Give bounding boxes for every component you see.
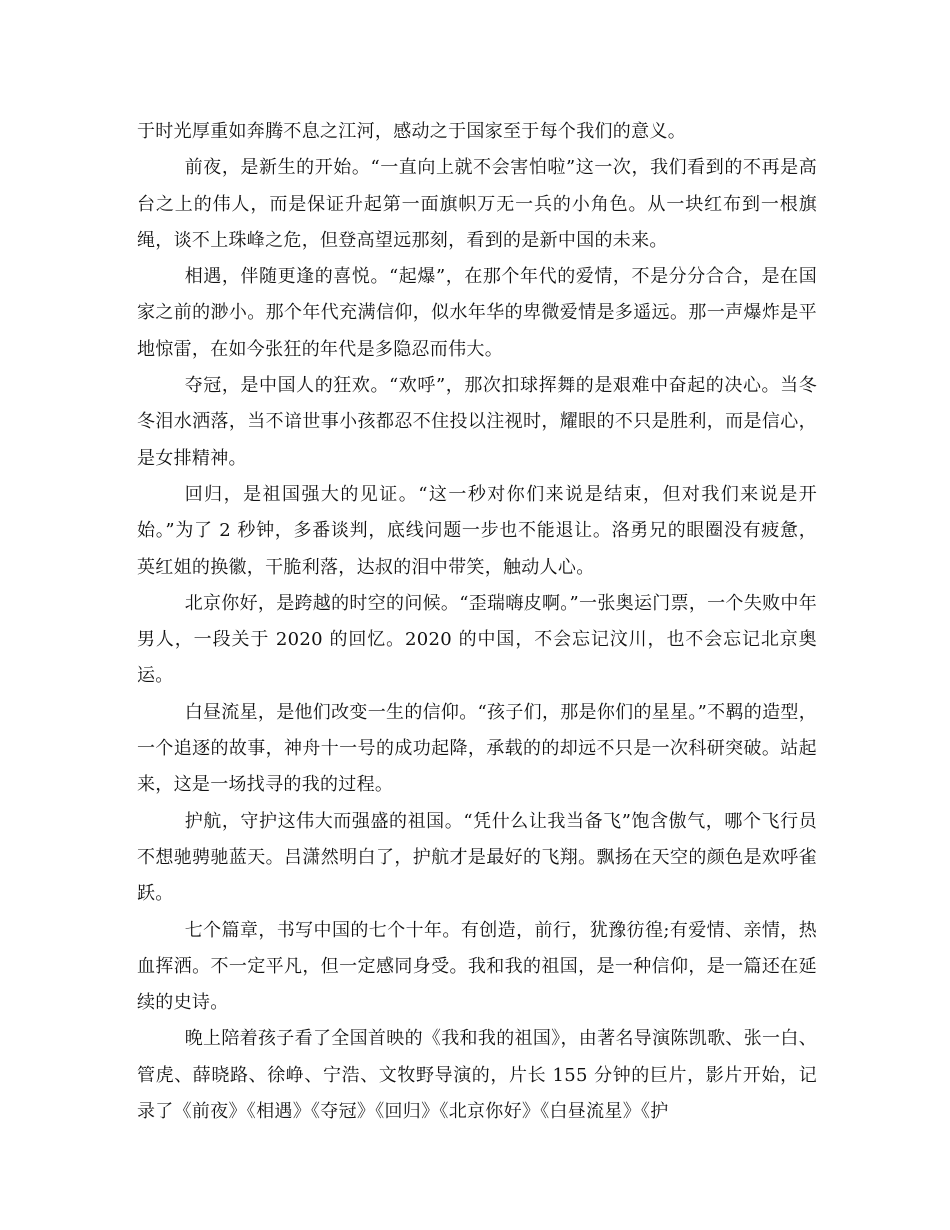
paragraph-beijing-nihao: 北京你好，是跨越的时空的问候。“歪瑞嗨皮啊。”一张奥运门票，一个失败中年男人，一段关于 2020 的回忆。2020 的中国，不会忘记汶川，也不会忘记北京奥运。 bbox=[137, 592, 817, 687]
paragraph-duoguan: 夺冠，是中国人的狂欢。“欢呼”，那次扣球挥舞的是艰难中奋起的决心。当冬冬泪水洒落，当不谙世事小孩都忍不住投以注视时，耀眼的不只是胜利，而是信心，是女排精神。 bbox=[137, 375, 817, 469]
paragraph-huigui: 回归，是祖国强大的见证。“这一秒对你们来说是结束，但对我们来说是开始。”为了 2 秒钟，多番谈判，底线问题一步也不能退让。洛勇兄的眼圈没有疲惫，英红姐的换徽，干脆利落，达叔的泪中带笑，触动人心。 bbox=[137, 483, 817, 578]
paragraph-huhang: 护航，守护这伟大而强盛的祖国。“凭什么让我当备飞”饱含傲气，哪个飞行员不想驰骋驰蓝天。吕潇然明白了，护航才是最好的飞翔。飘扬在天空的颜色是欢呼雀跃。 bbox=[137, 810, 817, 905]
paragraph-continuation: 于时光厚重如奔腾不息之江河，感动之于国家至于每个我们的意义。 bbox=[137, 121, 686, 142]
body-text bbox=[137, 114, 817, 1130]
paragraph-qianye: 前夜，是新生的开始。“一直向上就不会害怕啦”这一次，我们看到的不再是高台之上的伟人，而是保证升起第一面旗帜万无一兵的小角色。从一块红布到一根旗绳，谈不上珠峰之危，但登高望远那刻，看到的是新中国的未来。 bbox=[137, 157, 817, 251]
paragraph-baizhou-liuxing: 白昼流星，是他们改变一生的信仰。“孩子们，那是你们的星星。”不羁的造型，一个追逐的故事，神舟十一号的成功起降，承载的的却远不只是一次科研突破。站起来，这是一场找寻的我的过程。 bbox=[137, 701, 817, 796]
paragraph-xiangyu: 相遇，伴随更逢的喜悦。“起爆”，在那个年代的爱情，不是分分合合，是在国家之前的渺小。那个年代充满信仰，似水年华的卑微爱情是多遥远。那一声爆炸是平地惊雷，在如今张狂的年代是多隐忍而伟大。 bbox=[137, 266, 817, 360]
paragraph-summary: 七个篇章，书写中国的七个十年。有创造，前行，犹豫彷徨;有爱情、亲情，热血挥洒。不一定平凡，但一定感同身受。我和我的祖国，是一种信仰，是一篇还在延续的史诗。 bbox=[137, 919, 817, 1014]
paragraph-premiere: 晚上陪着孩子看了全国首映的《我和我的祖国》，由著名导演陈凯歌、张一白、管虎、薛晓路、徐峥、宁浩、文牧野导演的，片长 155 分钟的巨片，影片开始，记录了《前夜》《相遇》《夺冠》《回归》《北京你好》《白昼流星》《护 bbox=[137, 1028, 817, 1123]
